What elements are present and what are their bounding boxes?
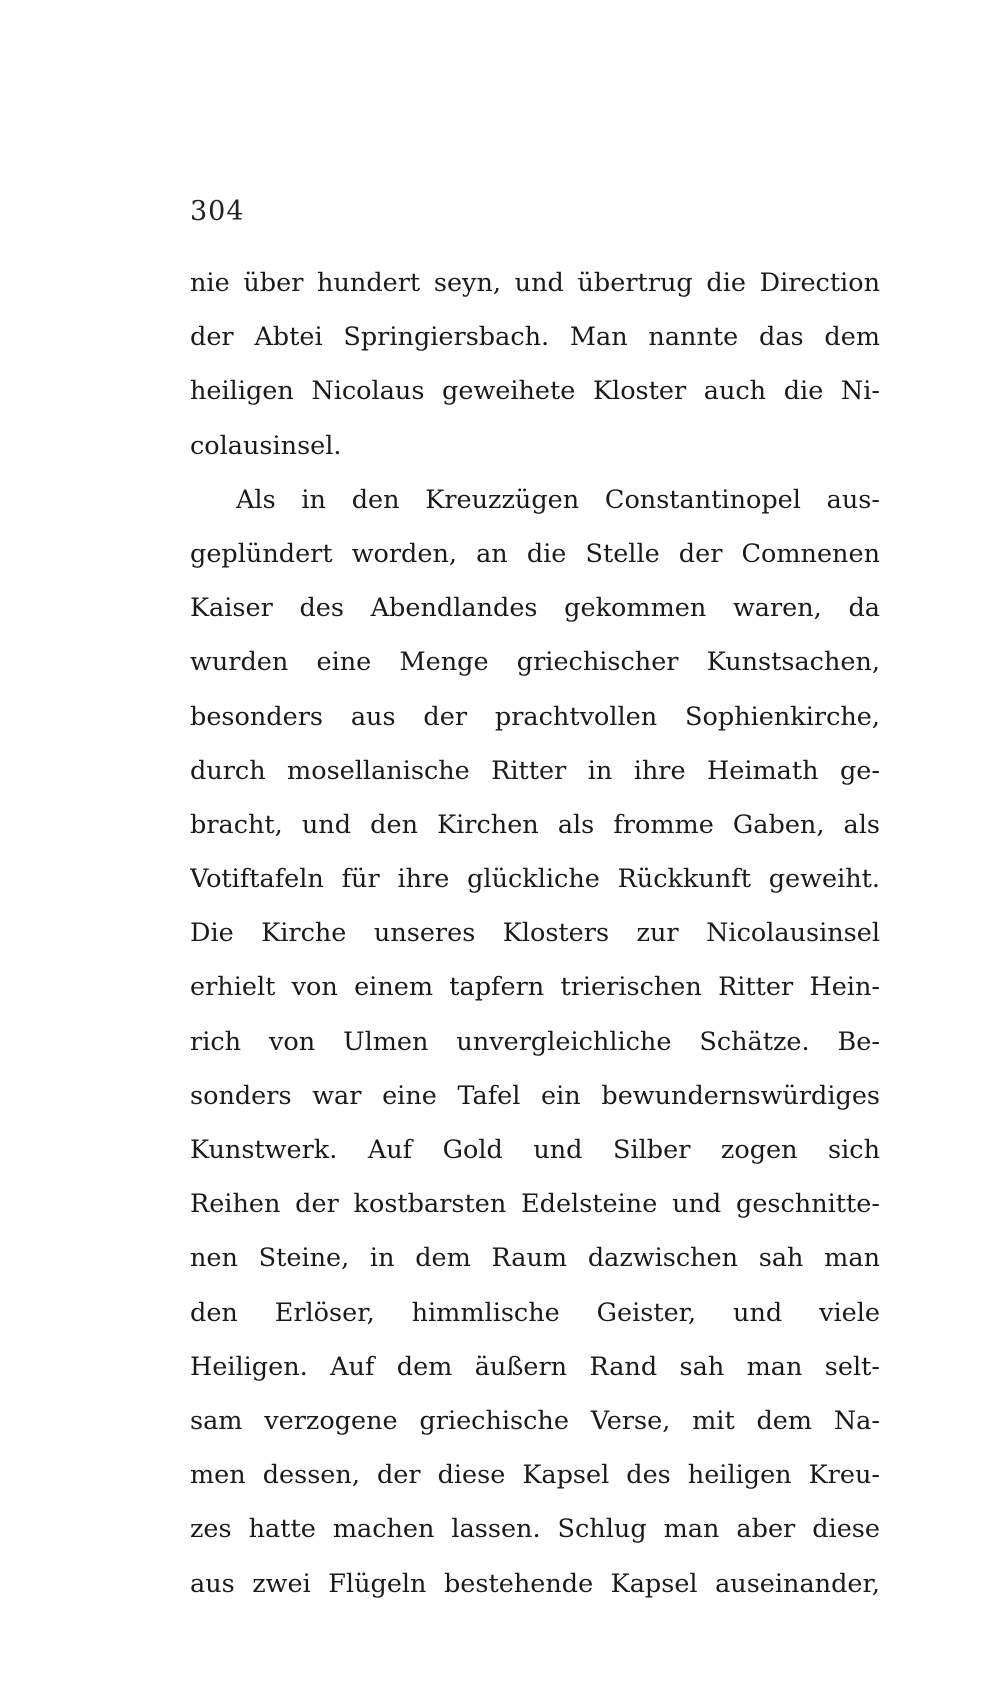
text-line: erhielt von einem tapfern trierischen Ritter Hein-: [190, 972, 880, 1003]
text-line: sam verzogene griechische Verse, mit dem Na-: [190, 1405, 880, 1436]
text-line: men dessen, der diese Kapsel des heiligen Kreu-: [190, 1460, 880, 1491]
text-line: zes hatte machen lassen. Schlug man aber diese: [190, 1514, 880, 1545]
text-line: rich von Ulmen unvergleichliche Schätze. Be-: [190, 1026, 880, 1057]
text-line: Kaiser des Abendlandes gekommen waren, da: [190, 593, 880, 624]
body-text: [190, 262, 880, 1617]
text-line: der Abtei Springiersbach. Man nannte das dem: [190, 322, 880, 353]
text-line: geplündert worden, an die Stelle der Comnenen: [190, 538, 880, 569]
text-line: bracht, und den Kirchen als fromme Gaben, als: [190, 809, 880, 840]
text-line: nie über hundert seyn, und übertrug die Direction: [190, 268, 880, 298]
text-line: Heiligen. Auf dem äußern Rand sah man selt-: [190, 1351, 880, 1382]
text-line: heiligen Nicolaus geweihete Kloster auch die Ni-: [190, 376, 880, 407]
text-line: nen Steine, in dem Raum dazwischen sah man: [190, 1243, 880, 1274]
page-number: 304: [190, 196, 245, 227]
text-line: den Erlöser, himmlische Geister, und viele: [190, 1297, 880, 1328]
text-line: aus zwei Flügeln bestehende Kapsel auseinander,: [190, 1568, 880, 1599]
text-line: sonders war eine Tafel ein bewundernswürdiges: [190, 1080, 880, 1111]
text-line: besonders aus der prachtvollen Sophienkirche,: [190, 701, 880, 732]
text-line: Votiftafeln für ihre glückliche Rückkunft geweiht.: [190, 864, 880, 895]
text-line: wurden eine Menge griechischer Kunstsachen,: [190, 647, 880, 678]
text-line: colausinsel.: [190, 430, 342, 461]
text-line: Reihen der kostbarsten Edelsteine und geschnitte-: [190, 1189, 880, 1220]
text-line: Kunstwerk. Auf Gold und Silber zogen sich: [190, 1135, 880, 1165]
paragraph-first-line: Als in den Kreuzzügen Constantinopel aus-: [236, 484, 880, 515]
text-line: Die Kirche unseres Klosters zur Nicolausinsel: [190, 918, 880, 949]
text-line: durch mosellanische Ritter in ihre Heimath ge-: [190, 755, 880, 786]
